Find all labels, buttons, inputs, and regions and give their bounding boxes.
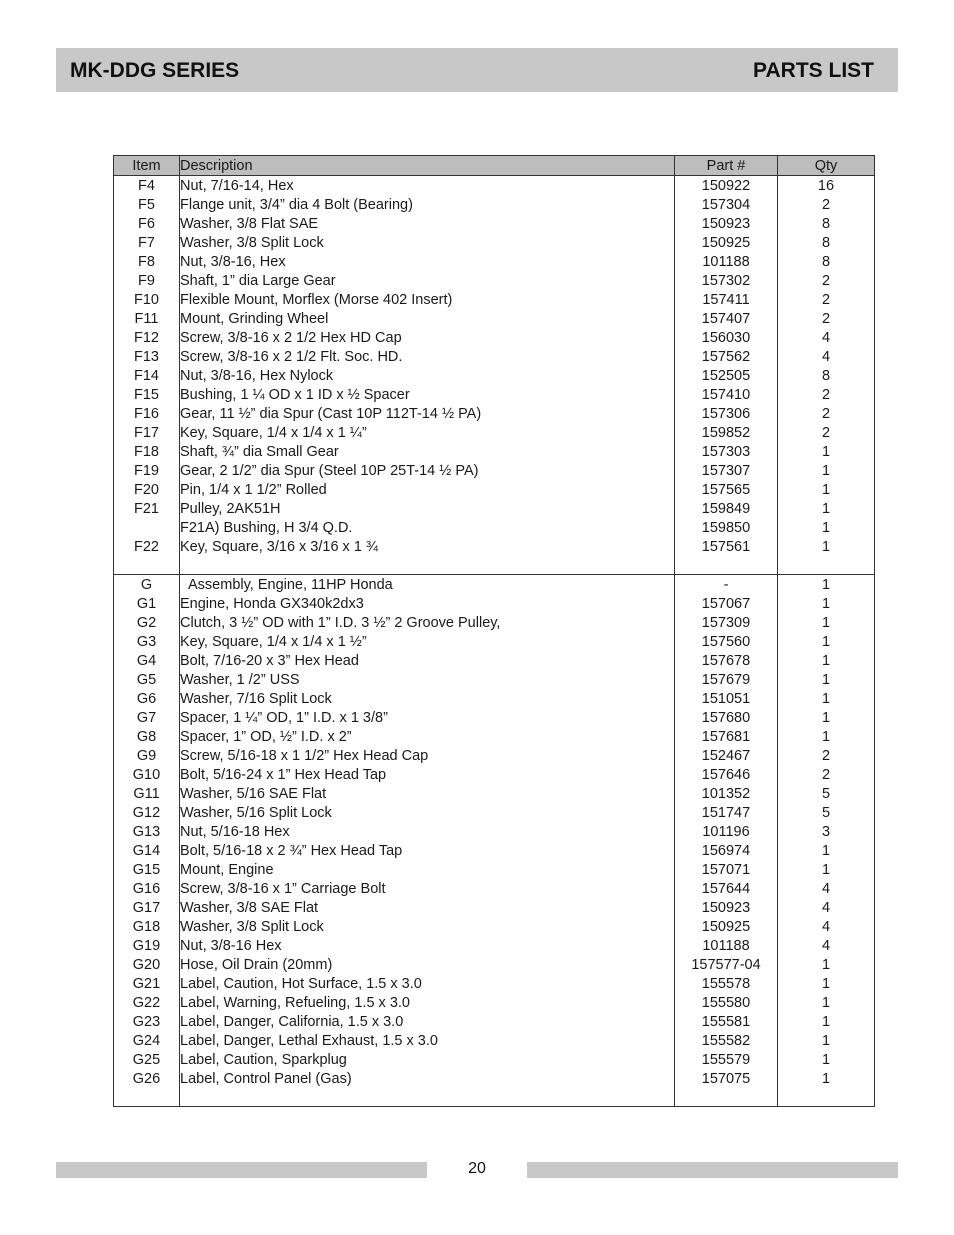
part-number-cell: 157646 [675,765,778,784]
qty-cell: 8 [778,366,875,385]
item-cell: G14 [114,841,180,860]
table-row [114,803,875,822]
qty-cell: 1 [778,537,875,556]
parts-table-body [114,176,875,1107]
qty-cell: 2 [778,385,875,404]
header-bar [56,48,898,92]
qty-cell: 2 [778,404,875,423]
table-row [114,366,875,385]
item-cell: G9 [114,746,180,765]
part-number-cell: 101352 [675,784,778,803]
description-cell: Flange unit, 3/4” dia 4 Bolt (Bearing) [180,195,675,214]
qty-cell: 2 [778,423,875,442]
part-number-cell: 157071 [675,860,778,879]
part-number-cell: 157302 [675,271,778,290]
qty-cell: 4 [778,879,875,898]
table-row [114,461,875,480]
part-number-cell: 157411 [675,290,778,309]
table-row [114,879,875,898]
table-row [114,518,875,537]
item-cell: F18 [114,442,180,461]
item-cell: G19 [114,936,180,955]
empty-cell [675,1088,778,1107]
part-number-cell: 155580 [675,993,778,1012]
item-cell: F5 [114,195,180,214]
description-cell: Label, Control Panel (Gas) [180,1069,675,1088]
part-number-cell: 150922 [675,176,778,196]
description-cell: Clutch, 3 ½” OD with 1” I.D. 3 ½” 2 Groove Pulley, [180,613,675,632]
item-cell: F22 [114,537,180,556]
qty-cell: 1 [778,1012,875,1031]
part-number-cell: 101188 [675,936,778,955]
description-cell: Screw, 5/16-18 x 1 1/2” Hex Head Cap [180,746,675,765]
parts-table [113,155,875,1107]
qty-cell: 2 [778,290,875,309]
qty-cell: 16 [778,176,875,196]
description-cell: Gear, 2 1/2” dia Spur (Steel 10P 25T-14 ½ PA) [180,461,675,480]
part-number-cell: 152467 [675,746,778,765]
qty-cell: 1 [778,708,875,727]
item-cell: F17 [114,423,180,442]
qty-cell: 1 [778,841,875,860]
item-cell [114,518,180,537]
description-cell: Label, Caution, Hot Surface, 1.5 x 3.0 [180,974,675,993]
description-cell: Assembly, Engine, 11HP Honda [180,575,675,595]
description-cell: Key, Square, 1/4 x 1/4 x 1 ½” [180,632,675,651]
footer-bar-left [56,1162,427,1178]
item-cell: G18 [114,917,180,936]
qty-cell: 1 [778,499,875,518]
item-cell: G20 [114,955,180,974]
column-header-qty: Qty [778,156,875,176]
item-cell: G4 [114,651,180,670]
part-number-cell: 150925 [675,917,778,936]
part-number-cell: 155578 [675,974,778,993]
description-cell: Washer, 3/8 Flat SAE [180,214,675,233]
table-row [114,841,875,860]
description-cell: Screw, 3/8-16 x 1” Carriage Bolt [180,879,675,898]
part-number-cell: 159849 [675,499,778,518]
qty-cell: 2 [778,765,875,784]
item-cell: G6 [114,689,180,708]
table-row [114,670,875,689]
item-cell: G17 [114,898,180,917]
qty-cell: 1 [778,442,875,461]
part-number-cell: 157565 [675,480,778,499]
description-cell: Key, Square, 3/16 x 3/16 x 1 ¾ [180,537,675,556]
qty-cell: 2 [778,195,875,214]
empty-cell [778,1088,875,1107]
qty-cell: 1 [778,860,875,879]
table-row [114,765,875,784]
table-row [114,993,875,1012]
description-cell: Nut, 5/16-18 Hex [180,822,675,841]
qty-cell: 1 [778,689,875,708]
part-number-cell: 150925 [675,233,778,252]
qty-cell: 1 [778,518,875,537]
qty-cell: 8 [778,252,875,271]
item-cell: F16 [114,404,180,423]
table-row [114,613,875,632]
column-header-description: Description [180,156,675,176]
item-cell: F4 [114,176,180,196]
item-cell: F15 [114,385,180,404]
qty-cell: 1 [778,480,875,499]
table-row [114,309,875,328]
description-cell: Bushing, 1 ¼ OD x 1 ID x ½ Spacer [180,385,675,404]
part-number-cell: 157681 [675,727,778,746]
table-row [114,499,875,518]
description-cell: Washer, 5/16 SAE Flat [180,784,675,803]
table-row [114,651,875,670]
description-cell: Shaft, 1” dia Large Gear [180,271,675,290]
table-row [114,974,875,993]
part-number-cell: 157303 [675,442,778,461]
description-cell: Key, Square, 1/4 x 1/4 x 1 ¼” [180,423,675,442]
description-cell: Washer, 5/16 Split Lock [180,803,675,822]
item-cell: G16 [114,879,180,898]
qty-cell: 2 [778,309,875,328]
item-cell: G15 [114,860,180,879]
part-number-cell: 151051 [675,689,778,708]
qty-cell: 1 [778,1069,875,1088]
description-cell: Nut, 3/8-16 Hex [180,936,675,955]
part-number-cell: 157678 [675,651,778,670]
table-row [114,195,875,214]
qty-cell: 1 [778,993,875,1012]
table-row [114,252,875,271]
qty-cell: 4 [778,898,875,917]
description-cell: Label, Caution, Sparkplug [180,1050,675,1069]
qty-cell: 5 [778,784,875,803]
part-number-cell: 157309 [675,613,778,632]
table-row [114,1050,875,1069]
qty-cell: 1 [778,1031,875,1050]
empty-cell [675,556,778,575]
page-title: PARTS LIST [753,59,874,82]
item-cell: F6 [114,214,180,233]
qty-cell: 1 [778,727,875,746]
item-cell: G21 [114,974,180,993]
qty-cell: 4 [778,917,875,936]
part-number-cell: 157562 [675,347,778,366]
column-header-item: Item [114,156,180,176]
part-number-cell: 157407 [675,309,778,328]
qty-cell: 1 [778,461,875,480]
table-row [114,328,875,347]
part-number-cell: 150923 [675,898,778,917]
qty-cell: 1 [778,594,875,613]
table-row [114,1069,875,1088]
table-row [114,404,875,423]
qty-cell: 4 [778,347,875,366]
item-cell: F20 [114,480,180,499]
table-row [114,594,875,613]
part-number-cell: 157679 [675,670,778,689]
table-row [114,1031,875,1050]
part-number-cell: 157307 [675,461,778,480]
description-cell: Spacer, 1 ¼” OD, 1” I.D. x 1 3/8” [180,708,675,727]
description-cell: Spacer, 1” OD, ½” I.D. x 2” [180,727,675,746]
description-cell: Label, Warning, Refueling, 1.5 x 3.0 [180,993,675,1012]
item-cell: F9 [114,271,180,290]
qty-cell: 1 [778,575,875,595]
footer-bar-right [527,1162,898,1178]
qty-cell: 1 [778,613,875,632]
empty-cell [114,556,180,575]
table-row [114,347,875,366]
part-number-cell: 157067 [675,594,778,613]
table-row [114,860,875,879]
part-number-cell: 157075 [675,1069,778,1088]
table-row [114,214,875,233]
table-row [114,176,875,196]
qty-cell: 1 [778,670,875,689]
part-number-cell: 159850 [675,518,778,537]
table-row [114,271,875,290]
part-number-cell: 155582 [675,1031,778,1050]
qty-cell: 1 [778,974,875,993]
item-cell: G24 [114,1031,180,1050]
empty-cell [114,1088,180,1107]
part-number-cell: 157577-04 [675,955,778,974]
part-number-cell: 155579 [675,1050,778,1069]
item-cell: G1 [114,594,180,613]
item-cell: F8 [114,252,180,271]
description-cell: Gear, 11 ½” dia Spur (Cast 10P 112T-14 ½ PA) [180,404,675,423]
qty-cell: 3 [778,822,875,841]
description-cell: Nut, 7/16-14, Hex [180,176,675,196]
item-cell: F21 [114,499,180,518]
item-cell: F13 [114,347,180,366]
table-row [114,689,875,708]
empty-cell [778,556,875,575]
description-cell: Pin, 1/4 x 1 1/2” Rolled [180,480,675,499]
table-row [114,955,875,974]
qty-cell: 8 [778,214,875,233]
item-cell: F10 [114,290,180,309]
item-cell: F14 [114,366,180,385]
description-cell: Screw, 3/8-16 x 2 1/2 Hex HD Cap [180,328,675,347]
description-cell: Hose, Oil Drain (20mm) [180,955,675,974]
table-row [114,784,875,803]
item-cell: G12 [114,803,180,822]
qty-cell: 4 [778,936,875,955]
part-number-cell: 101188 [675,252,778,271]
table-row [114,442,875,461]
description-cell: Washer, 3/8 Split Lock [180,917,675,936]
part-number-cell: 157560 [675,632,778,651]
part-number-cell: 156974 [675,841,778,860]
qty-cell: 8 [778,233,875,252]
description-cell: Washer, 3/8 Split Lock [180,233,675,252]
item-cell: F11 [114,309,180,328]
part-number-cell: 101196 [675,822,778,841]
qty-cell: 1 [778,955,875,974]
table-row [114,632,875,651]
item-cell: F12 [114,328,180,347]
description-cell: Washer, 1 /2” USS [180,670,675,689]
description-cell: Bolt, 5/16-24 x 1” Hex Head Tap [180,765,675,784]
description-cell: Washer, 3/8 SAE Flat [180,898,675,917]
description-cell: Bolt, 5/16-18 x 2 ¾” Hex Head Tap [180,841,675,860]
table-row [114,936,875,955]
description-cell: F21A) Bushing, H 3/4 Q.D. [180,518,675,537]
page-number: 20 [468,1160,486,1177]
description-cell: Label, Danger, Lethal Exhaust, 1.5 x 3.0 [180,1031,675,1050]
table-row [114,1012,875,1031]
description-cell: Nut, 3/8-16, Hex [180,252,675,271]
qty-cell: 4 [778,328,875,347]
part-number-cell: 157644 [675,879,778,898]
item-cell: G25 [114,1050,180,1069]
description-cell: Washer, 7/16 Split Lock [180,689,675,708]
item-cell: G2 [114,613,180,632]
qty-cell: 1 [778,1050,875,1069]
table-row [114,423,875,442]
column-header-part-number: Part # [675,156,778,176]
part-number-cell: 157306 [675,404,778,423]
description-cell: Mount, Engine [180,860,675,879]
table-row [114,708,875,727]
part-number-cell: 159852 [675,423,778,442]
qty-cell: 2 [778,746,875,765]
table-row [114,727,875,746]
qty-cell: 1 [778,651,875,670]
qty-cell: 1 [778,632,875,651]
table-row [114,898,875,917]
item-cell: G11 [114,784,180,803]
table-row [114,822,875,841]
table-row [114,917,875,936]
part-number-cell: 150923 [675,214,778,233]
part-number-cell: 156030 [675,328,778,347]
item-cell: F7 [114,233,180,252]
item-cell: G26 [114,1069,180,1088]
item-cell: G [114,575,180,595]
description-cell: Screw, 3/8-16 x 2 1/2 Flt. Soc. HD. [180,347,675,366]
series-title: MK-DDG SERIES [70,59,240,82]
table-row [114,385,875,404]
item-cell: G5 [114,670,180,689]
part-number-cell: 151747 [675,803,778,822]
table-row [114,290,875,309]
table-row [114,746,875,765]
part-number-cell: 152505 [675,366,778,385]
item-cell: G22 [114,993,180,1012]
item-cell: G23 [114,1012,180,1031]
table-row [114,575,875,595]
description-cell: Flexible Mount, Morflex (Morse 402 Insert) [180,290,675,309]
description-cell: Mount, Grinding Wheel [180,309,675,328]
item-cell: G3 [114,632,180,651]
qty-cell: 5 [778,803,875,822]
part-number-cell: 155581 [675,1012,778,1031]
table-row [114,480,875,499]
description-cell: Pulley, 2AK51H [180,499,675,518]
spacer-row [114,556,875,575]
qty-cell: 2 [778,271,875,290]
description-cell: Engine, Honda GX340k2dx3 [180,594,675,613]
table-row [114,233,875,252]
item-cell: G13 [114,822,180,841]
part-number-cell: 157561 [675,537,778,556]
item-cell: G8 [114,727,180,746]
table-row [114,537,875,556]
item-cell: G10 [114,765,180,784]
part-number-cell: 157304 [675,195,778,214]
item-cell: G7 [114,708,180,727]
part-number-cell: 157410 [675,385,778,404]
description-cell: Bolt, 7/16-20 x 3” Hex Head [180,651,675,670]
empty-cell [180,556,675,575]
part-number-cell: 157680 [675,708,778,727]
part-number-cell: - [675,575,778,595]
table-header-row [114,156,875,176]
description-cell: Nut, 3/8-16, Hex Nylock [180,366,675,385]
description-cell: Label, Danger, California, 1.5 x 3.0 [180,1012,675,1031]
empty-cell [180,1088,675,1107]
description-cell: Shaft, ¾” dia Small Gear [180,442,675,461]
item-cell: F19 [114,461,180,480]
spacer-row [114,1088,875,1107]
